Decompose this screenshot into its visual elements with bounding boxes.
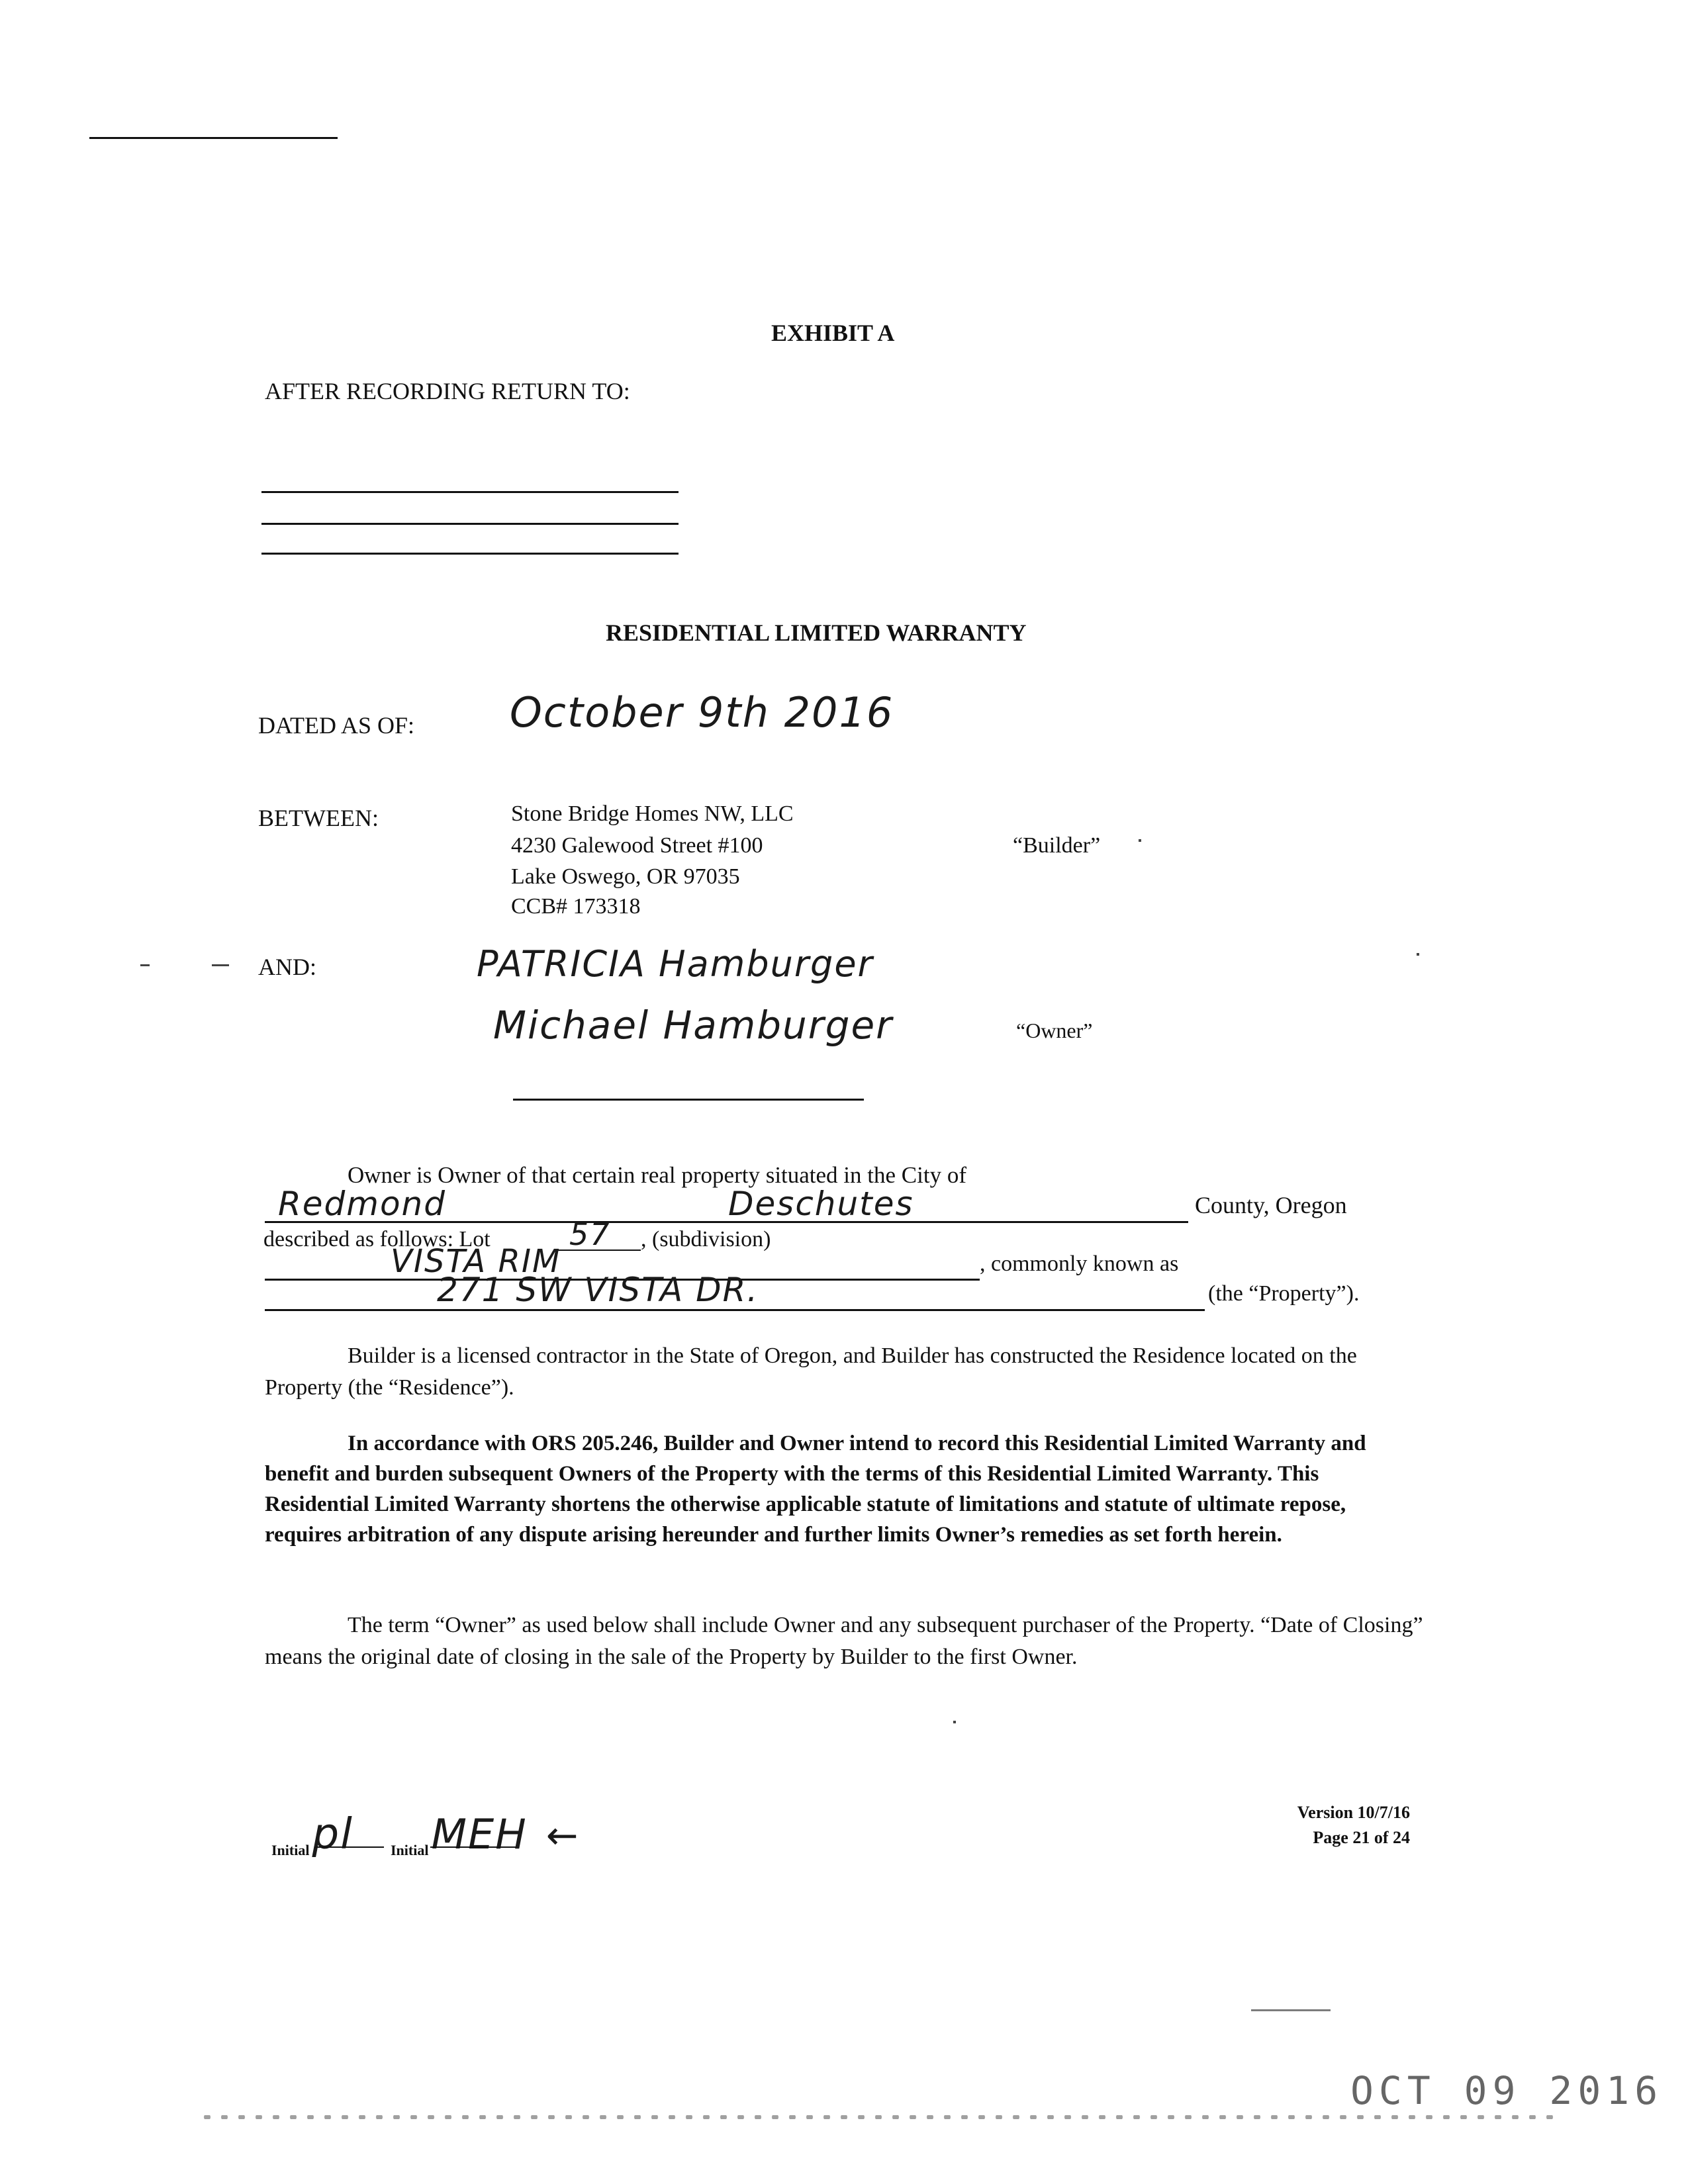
initial-block-1 — [271, 1810, 353, 1866]
paragraph-ors-notice — [265, 1428, 1423, 1550]
initial-2-mark: MEH — [431, 1810, 528, 1858]
commonly-known-label: , commonly known as — [980, 1251, 1179, 1276]
initial-2-label: Initial — [391, 1842, 429, 1858]
subdivision-label: , (subdivision) — [641, 1227, 771, 1251]
paragraph-builder-licensed-text: Builder is a licensed contractor in the State of Oregon, and Builder has constructed the Residence located on the Property (the “Residence”). — [265, 1343, 1357, 1400]
initial-1-label: Initial — [271, 1842, 310, 1858]
paragraph-builder-licensed — [265, 1340, 1423, 1404]
dated-handwritten-value: October 9th 2016 — [510, 688, 894, 737]
builder-city: Lake Oswego, OR 97035 — [511, 864, 740, 889]
initial-2-line — [430, 1846, 516, 1848]
builder-name: Stone Bridge Homes NW, LLC — [511, 801, 794, 826]
initial-2-extra-mark: ← — [545, 1813, 580, 1858]
initial-1-mark: pl — [312, 1810, 353, 1859]
initial-block-2 — [391, 1810, 579, 1858]
document-title: RESIDENTIAL LIMITED WARRANTY — [606, 619, 1027, 646]
lot-prefix: described as follows: Lot — [263, 1227, 491, 1251]
scan-speck-1 — [1251, 2009, 1331, 2011]
owner-role: “Owner” — [1016, 1019, 1093, 1042]
margin-dash-1 — [140, 964, 150, 966]
received-date-stamp: OCT 09 2016 — [1350, 2068, 1664, 2113]
paragraph-ors-notice-text: In accordance with ORS 205.246, Builder and Owner intend to record this Residential Limited Warranty and benefit and burden subsequent Owners of the Property with the terms of this Residential Limited Warranty. This Residential Limited Warranty shortens the otherwise applicable statute of limitations and statute of ultimate repose, requires arbitration of any dispute arising hereunder and further limits Owner’s remedies as set forth herein. — [265, 1432, 1366, 1547]
builder-role: “Builder” — [1013, 833, 1101, 858]
property-suffix: (the “Property”). — [1208, 1281, 1360, 1306]
return-address-line-2 — [261, 523, 679, 525]
scan-speck-2 — [1139, 839, 1141, 842]
return-to-label: AFTER RECORDING RETURN TO: — [265, 378, 630, 404]
lot-line — [555, 1250, 641, 1251]
page-number: Page 21 of 24 — [1313, 1828, 1410, 1847]
scan-speck-3 — [1417, 953, 1419, 956]
exhibit-heading: EXHIBIT A — [771, 320, 895, 346]
version-label: Version 10/7/16 — [1297, 1803, 1410, 1822]
scan-speck-4 — [953, 1721, 956, 1723]
address-line — [265, 1309, 1205, 1311]
property-intro: Owner is Owner of that certain real property situated in the City of — [348, 1162, 966, 1188]
between-label: BETWEEN: — [258, 805, 379, 831]
initial-1-line — [314, 1846, 384, 1848]
return-address-line-1 — [261, 491, 679, 493]
city-handwritten: Redmond — [278, 1185, 446, 1223]
address-handwritten: 271 SW VISTA DR. — [437, 1271, 759, 1309]
owner-extra-line — [513, 1099, 864, 1101]
return-address-line-3 — [261, 553, 679, 555]
subdivision-handwritten: VISTA RIM — [391, 1243, 561, 1280]
owner-1-handwritten: PATRICIA Hamburger — [477, 943, 874, 985]
top-margin-line — [89, 137, 338, 139]
city-county-line — [265, 1221, 1188, 1223]
builder-ccb: CCB# 173318 — [511, 894, 641, 919]
scan-dotted-border — [199, 2115, 1556, 2119]
version-page-block — [1258, 1800, 1410, 1850]
paragraph-owner-definition — [265, 1610, 1443, 1673]
county-handwritten: Deschutes — [728, 1185, 914, 1223]
paragraph-owner-definition-text: The term “Owner” as used below shall include Owner and any subsequent purchaser of the Property. “Date of Closing” means the original date of closing in the sale of the Property by Builder to the first Owner. — [265, 1613, 1423, 1669]
margin-dash-2 — [212, 964, 229, 966]
dated-label: DATED AS OF: — [258, 712, 415, 739]
and-label: AND: — [258, 954, 316, 980]
builder-street: 4230 Galewood Street #100 — [511, 833, 763, 858]
owner-2-handwritten: Michael Hamburger — [493, 1003, 894, 1048]
county-suffix: County, Oregon — [1195, 1192, 1347, 1218]
lot-handwritten: 57 — [569, 1216, 611, 1252]
